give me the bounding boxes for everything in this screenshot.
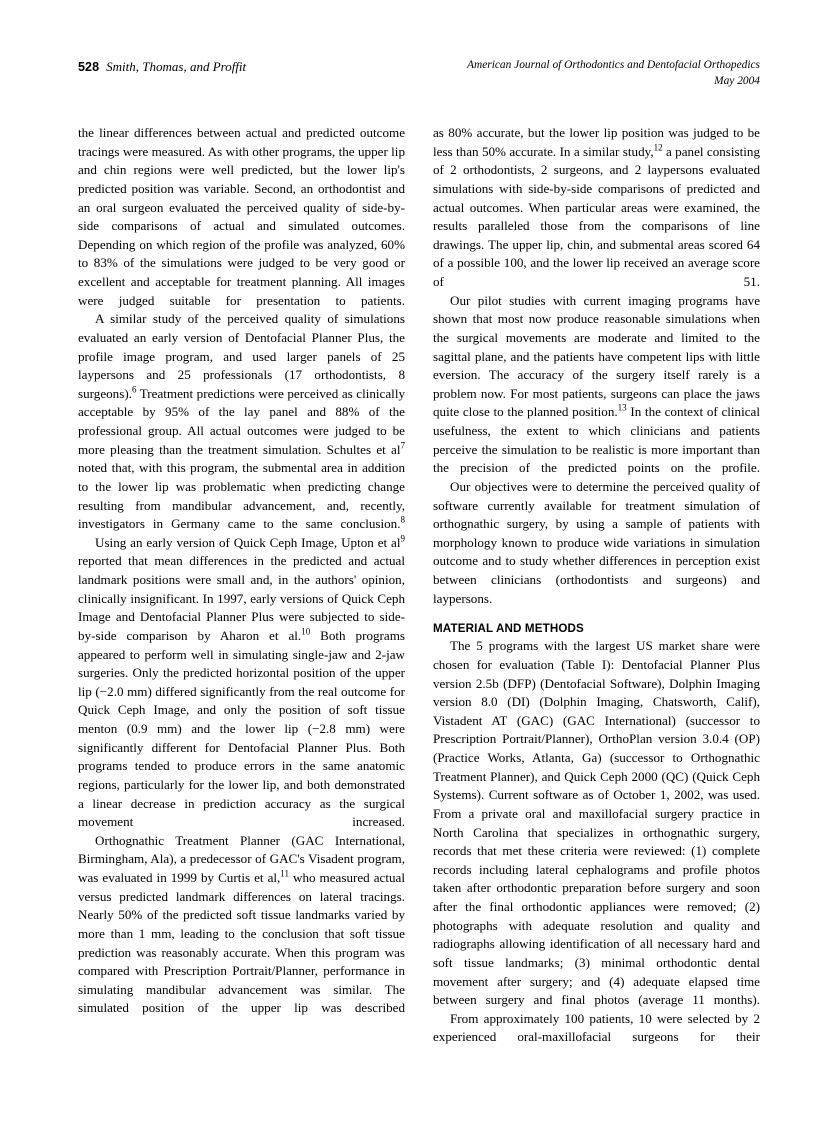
reference-marker: 7 bbox=[400, 440, 405, 451]
reference-marker: 13 bbox=[617, 403, 627, 414]
page-number: 528 bbox=[78, 60, 100, 74]
paragraph-text-run: noted that, with this program, the submental area in addition to the lower lip was problematic when predicting change resulting from mandibular advancement, and, recently, investigators in Germany came to the same conclusion. bbox=[78, 460, 405, 532]
paragraph-text-run: Both programs appeared to perform well in simulating single-jaw and 2-jaw surgeries. Only the predicted horizontal position of the upper lip (−2.0 mm) differed significantly from the real outcome for Quick Ceph Image, and only the position of soft tissue menton (0.9 mm) and the lower lip (−2.8 mm) were significantly different for Dentofacial Planner Plus. Both programs tended to produce errors in the same anatomic regions, particularly for the lower lip, and both demonstrated a linear decrease in prediction accuracy as the surgical movement increased. bbox=[78, 627, 405, 830]
section-heading-material-and-methods: MATERIAL AND METHODS bbox=[433, 622, 584, 636]
running-head-left bbox=[78, 58, 246, 76]
reference-marker: 12 bbox=[653, 142, 663, 153]
paragraph: Our objectives were to determine the perceived quality of software currently available for treatment simulation of orthognathic surgery, by using a sample of patients with morphology known to produce wide variations in simulation outcome and to study whether differences in perception exist between clinicians (orthodontists and surgeons) and laypersons. bbox=[433, 478, 760, 606]
paragraph-text-run: reported that mean differences in the predicted and actual landmark positions were small and, in the authors' opinion, clinically insignificant. In 1997, early versions of Quick Ceph Image and Dentofacial Planner Plus were subjected to side-by-side comparison by Aharon et al. bbox=[78, 553, 405, 643]
paragraph-text-run: In the context of clinical usefulness, the extent to which clinicians and patients perceive the simulation to be realistic is more important than the precision of the predicted points on the profile. bbox=[433, 404, 760, 476]
paragraph-text-run: Treatment predictions were perceived as clinically acceptable by 95% of the lay panel and 88% of the professional group. All actual outcomes were judged to be more pleasing than the treatment simulation. Schultes et al bbox=[78, 385, 405, 457]
paragraph: The 5 programs with the largest US market share were chosen for evaluation (Table I): Dentofacial Planner Plus version 2.5b (DFP) (Dentofacial Software), Dolphin Imaging version 8.0 (DI) (Dolphin Imaging, Chatsworth, Calif), Vistadent AT (GAC) (GAC International) (successor to Prescription Portrait/Planner), OrthoPlan version 3.0.4 (OP) (Practice Works, Atlanta, Ga) (successor to Orthognathic Treatment Planner), and Quick Ceph 2000 (QC) (Quick Ceph Systems). Current software as of October 1, 2002, was used. From a private oral and maxillofacial surgery practice in North Carolina that specializes in orthognathic surgery, records that met these criteria were reviewed: (1) complete records including lateral cephalograms and profile photos taken after orthodontic preparation before surgery and soon after the final orthodontic appliances were removed; (2) photographs with adequate resolution and quality and radiographs allowing identification of all necessary hard and soft tissue landmarks; (3) minimal orthodontic dental movement after surgery; and (4) adequate elapsed time between surgery and final photos (average 11 months). bbox=[433, 638, 760, 1008]
paragraph: the linear differences between actual and predicted outcome tracings were measured. As with other programs, the upper lip and chin regions were well predicted, but the lower lip's predicted position was variable. Second, an orthodontist and an oral surgeon evaluated the perceived quality of side-by-side comparisons of actual and simulated outcomes. Depending on which region of the profile was analyzed, 60% to 83% of the simulations were judged to be very good or excellent and acceptable for treatment planning. All images were judged suitable for presentation to patients. bbox=[78, 125, 405, 308]
paragraph-text-run: a panel consisting of 2 orthodontists, 2 surgeons, and 2 laypersons evaluated simulations with side-by-side comparisons of predicted and actual outcomes. When particular areas were examined, the results paralleled those from the comparisons of line drawings. The upper lip, chin, and submental areas scored 64 of a possible 100, and the lower lip received an average score of 51. bbox=[433, 143, 760, 289]
running-head bbox=[0, 58, 838, 98]
paragraph-text-run: A similar study of the perceived quality of simulations evaluated an early version of Dentofacial Planner Plus, the profile image program, and used larger panels of 25 laypersons and 25 professionals (17 orthodontists, 8 surgeons). bbox=[78, 311, 405, 401]
body-columns bbox=[78, 124, 760, 1044]
paragraph-text-run: Our pilot studies with current imaging programs have shown that most now produce reasonable simulations when the surgical movements are moderate and limited to the sagittal plane, and the patients have competent lips with little eversion. The accuracy of the surgery itself rarely is a problem now. For most patients, surgeons can place the jaws quite close to the planned position. bbox=[433, 292, 760, 420]
reference-marker: 9 bbox=[400, 533, 405, 544]
paragraph-text-run: who measured actual versus predicted landmark differences on lateral tracings. Nearly 50% of the predicted soft tissue landmarks varied by more than 1 mm, leading to the conclusion that soft tissue prediction was reasonably accurate. When this program was compared with Prescription Portrait/Planner, performance in simulating mandibular advancement was similar. The simulated position of the upper lip was described bbox=[78, 870, 405, 1016]
running-head-authors: Smith, Thomas, and Proffit bbox=[106, 59, 247, 74]
reference-marker: 8 bbox=[400, 514, 405, 525]
paragraph-text-run: Using an early version of Quick Ceph Image, Upton et al bbox=[95, 534, 401, 550]
paragraph bbox=[78, 832, 405, 1018]
issue-date: May 2004 bbox=[714, 74, 760, 87]
paragraph bbox=[433, 124, 760, 292]
paragraph: From approximately 100 patients, 10 were selected by 2 experienced oral-maxillofacial surgeons for their bbox=[433, 1010, 760, 1045]
column-left bbox=[78, 124, 405, 1044]
paragraph-text-run: as 80% accurate, but the lower lip position was judged to be less than 50% accurate. In a similar study, bbox=[433, 125, 760, 159]
paragraph bbox=[78, 534, 405, 832]
paragraph bbox=[78, 310, 405, 534]
running-head-right bbox=[467, 58, 760, 89]
reference-marker: 10 bbox=[301, 626, 311, 637]
paragraph-text-run: Orthognathic Treatment Planner (GAC International, Birmingham, Ala), a predecessor of GAC's Visadent program, was evaluated in 1999 by Curtis et al, bbox=[78, 832, 405, 885]
reference-marker: 11 bbox=[280, 868, 289, 879]
paragraph bbox=[433, 292, 760, 478]
reference-marker: 6 bbox=[131, 384, 137, 395]
column-right bbox=[433, 124, 760, 1044]
journal-title: American Journal of Orthodontics and Dentofacial Orthopedics bbox=[467, 59, 760, 71]
